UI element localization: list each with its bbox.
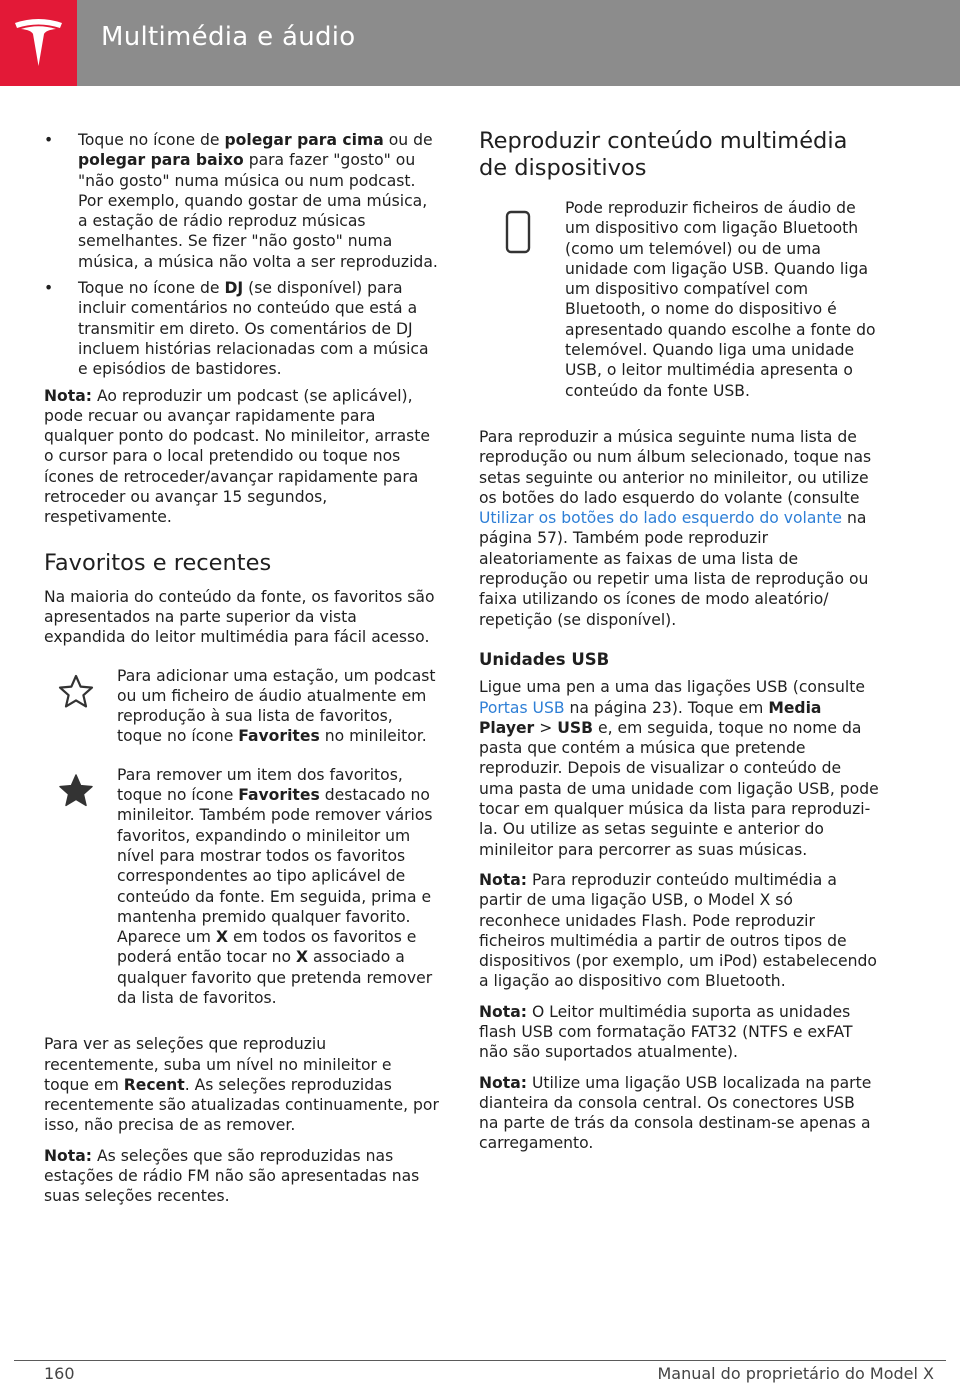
- play-next-paragraph: Para reproduzir a música seguinte numa lista de reprodução ou num álbum selecionado, toque nas setas seguinte ou anterior no minileitor, ou utilize os botões do lado esquerdo do volante (consulte Utilizar os botões do lado esquerdo do volante na página 57). Também pode reproduzir aleatoriamente as faixas de uma lista de reprodução ou repetir uma lista de reprodução ou faixa utilizando os ícones de modo aleatório/ repetição (se disponível).: [479, 427, 872, 629]
- footer-title: Manual do proprietário do Model X: [657, 1364, 934, 1383]
- phone-icon: [505, 210, 531, 254]
- usb-ports-link[interactable]: Portas USB: [479, 698, 565, 717]
- right-column: [479, 128, 879, 1164]
- tesla-logo: [0, 0, 77, 86]
- usb-heading: Unidades USB: [479, 649, 610, 669]
- star-outline-icon: [58, 674, 94, 708]
- list-item: • Toque no ícone de DJ (se disponível) para incluir comentários no conteúdo que está a transmitir em direto. Os comentários de DJ incluem histórias relacionadas com a música e episódios de bastidores.: [44, 279, 429, 379]
- page-number: 160: [44, 1364, 75, 1383]
- bullet-list: [44, 130, 440, 380]
- note-usb-format: Nota: O Leitor multimédia suporta as unidades flash USB com formatação FAT32 (NTFS e exFAT não são suportados atualmente).: [479, 1002, 853, 1062]
- device-row: Pode reproduzir ficheiros de áudio de um dispositivo com ligação Bluetooth (como um telemóvel) ou de uma unidade com ligação USB. Quando liga um dispositivo compatível com Bluetooth, o nome do dispositivo é apresentado quando escolhe a fonte do telemóvel. Quando liga uma unidade USB, o leitor multimédia apresenta o conteúdo da fonte USB.: [479, 198, 879, 401]
- usb-paragraph: Ligue uma pen a uma das ligações USB (consulte Portas USB na página 23). Toque em Media Player > USB e, em seguida, toque no nome da pasta que contém a música que pretende reproduzir. Depois de visualizar o conteúdo de uma pasta de uma unidade com ligação USB, pode tocar em qualquer música da lista para reproduzi-la. Ou utilize as setas seguinte e anterior do minileitor para percorrer as suas músicas.: [479, 678, 879, 859]
- recent-paragraph: Para ver as seleções que reproduziu recentemente, suba um nível no minileitor e toque em Recent. As seleções reproduzidas recentemente são atualizadas continuamente, por isso, não precisa de as remover.: [44, 1035, 439, 1135]
- devices-heading: Reproduzir conteúdo multimédia de dispositivos: [479, 128, 848, 181]
- favorites-add-row: Para adicionar uma estação, um podcast ou um ficheiro de áudio atualmente em reprodução à sua lista de favoritos, toque no ícone Favorites no minileitor.: [44, 666, 440, 747]
- note-usb-location: Nota: Utilize uma ligação USB localizada na parte dianteira da consola central. Os conectores USB na parte de trás da consola destinam-se apenas a carregamento.: [479, 1073, 872, 1153]
- list-item: • Toque no ícone de polegar para cima ou de polegar para baixo para fazer "gosto" ou "não gosto" numa música ou num podcast. Por exemplo, quando gostar de uma música, a estação de rádio reproduz músicas semelhantes. Se fizer "não gosto" numa música, a música não volta a ser reproduzida.: [44, 131, 438, 271]
- note-usb-flash: Nota: Para reproduzir conteúdo multimédia a partir de uma ligação USB, o Model X só reconhece unidades Flash. Pode reproduzir ficheiros multimédia a partir de outros tipos de dispositivos (por exemplo, um iPod) estabelecendo a ligação ao dispositivo com Bluetooth.: [479, 870, 877, 991]
- favorites-intro: Na maioria do conteúdo da fonte, os favoritos são apresentados na parte superior da vista expandida do leitor multimédia para fácil acesso.: [44, 587, 435, 647]
- page-title: Multimédia e áudio: [101, 22, 356, 52]
- left-column: [44, 130, 440, 1217]
- page-header: [0, 0, 960, 86]
- note-podcast: Nota: Ao reproduzir um podcast (se aplicável), pode recuar ou avançar rapidamente para qualquer ponto do podcast. No minileitor, arraste o cursor para o local pretendido ou toque nos ícones de retroceder/avançar rapidamente para retroceder ou avançar 15 segundos, respetivamente.: [44, 386, 430, 527]
- favorites-remove-row: Para remover um item dos favoritos, toque no ícone Favorites destacado no minileitor. Também pode remover vários favoritos, expandindo o minileitor um nível para mostrar todos os favoritos correspondentes ao tipo aplicável de conteúdo da fonte. Em seguida, prima e mantenha premido qualquer favorito. Aparece um X em todos os favoritos e poderá então tocar no X associado a qualquer favorito que pretenda remover da lista de favoritos.: [44, 765, 440, 1009]
- favorites-heading: Favoritos e recentes: [44, 549, 272, 576]
- footer-divider: [14, 1360, 946, 1361]
- steering-buttons-link[interactable]: Utilizar os botões do lado esquerdo do volante: [479, 509, 842, 528]
- star-filled-icon: [58, 773, 94, 807]
- note-fm: Nota: As seleções que são reproduzidas nas estações de rádio FM não são apresentadas nas suas seleções recentes.: [44, 1146, 420, 1206]
- tesla-t-icon: [13, 17, 64, 68]
